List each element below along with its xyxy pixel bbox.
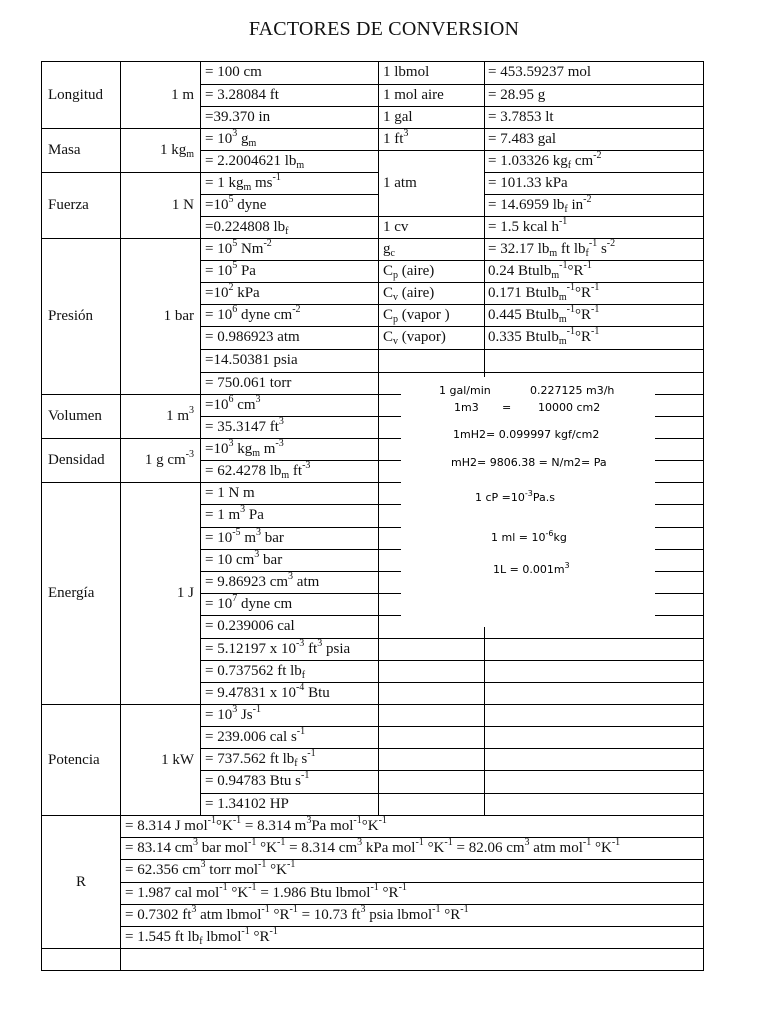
category-4: Volumen — [48, 408, 102, 424]
unit-3: 1 bar — [163, 308, 194, 324]
note-ml: 1 ml = $10^{-6}kg$ — [491, 529, 567, 544]
right-value: = 1.03326 $kg_f$ $cm^{-2}$ — [488, 150, 602, 171]
conversion-value: =14.50381 psia — [205, 352, 298, 368]
group-separator — [41, 482, 200, 483]
table-left-border — [41, 61, 42, 971]
row-line — [378, 793, 703, 794]
conversion-value: =0.224808 $lb_f$ — [205, 219, 289, 237]
unit-4: 1 $m^3$ — [166, 405, 194, 424]
table-bottom-border — [41, 970, 704, 971]
conversion-value: = $10^7$ dyne cm — [205, 593, 293, 612]
gas-constant-row: = 62.356 $cm^3$ torr mol$^{-1}$ $^\circ K^{-1}$ — [125, 859, 296, 878]
conversion-value: = 1 $m^3$ Pa — [205, 504, 264, 523]
right-value: = 32.17 $lb_m$ ft $lb_f^{-1}$ $s^{-2}$ — [488, 238, 616, 259]
right-unit: 1 gal — [383, 109, 413, 125]
right-unit: $C_v$ (aire) — [383, 285, 435, 303]
unit-6: 1 J — [176, 585, 194, 601]
right-unit: 1 lbmol — [383, 64, 430, 80]
unit-0: 1 m — [171, 86, 194, 103]
gas-constant-row: = 83.14 $cm^3$ bar mol$^{-1}$ $^\circ K^{-1} = 8.314$ $cm^3$ kPa mol$^{-1}$ $^\circ K^{-1} = 82.06$ $cm^3$ atm mol$^{-1}$ $^\circ K^{-1}$ — [125, 837, 621, 856]
note-cm2: 10000 cm2 — [538, 401, 601, 414]
category-r: R — [76, 873, 87, 890]
row-line — [378, 682, 703, 683]
row-line — [378, 770, 703, 771]
gas-constant-row: = 1.545 ft $lb_f$ lbmol$^{-1}$ $^\circ R^{-1}$ — [125, 926, 278, 947]
category-7: Potencia — [48, 751, 100, 768]
group-separator — [41, 61, 200, 62]
note-cp: 1 cP $=10^{-3}Pa.s$ — [475, 489, 555, 504]
right-value: = 453.59237 mol — [488, 64, 592, 80]
conversion-value: = 0.239006 cal — [205, 618, 295, 634]
conversion-value: = 10 $cm^3$ bar — [205, 549, 283, 568]
right-unit: 1 cv — [383, 219, 409, 235]
page-title: FACTORES DE CONVERSION — [248, 18, 520, 40]
conversion-value: = 0.737562 ft $lb_f$ — [205, 663, 306, 681]
unit-2: 1 N — [171, 197, 194, 213]
conversion-value: = 1 N m — [205, 485, 255, 501]
note-liter: $1L = 0.001m^3$ — [493, 561, 570, 576]
category-5: Densidad — [48, 452, 105, 468]
conversion-value: = 62.4278 $lb_m$ $ft^{-3}$ — [205, 460, 311, 481]
category-3: Presión — [48, 308, 93, 324]
note-equals: = — [502, 401, 512, 414]
group-separator — [41, 438, 200, 439]
category-1: Masa — [48, 142, 81, 158]
conversion-value: = $10^{-5}$ $m^3$ bar — [205, 527, 284, 546]
right-unit: $C_v$ (vapor) — [383, 329, 446, 347]
group-separator — [41, 394, 200, 395]
conversion-value: $=10^3$ $kg_m$ $m^{-3}$ — [205, 438, 284, 459]
right-unit: $C_p$ (vapor ) — [383, 307, 450, 325]
right-value: = 28.95 g — [488, 87, 546, 103]
right-value: = 3.7853 lt — [488, 109, 554, 125]
conversion-value: = 750.061 torr — [205, 375, 292, 391]
gas-constant-row: = 0.7302 $ft^3$ atm lbmol$^{-1}$ $^\circ R^{-1} = 10.73$ $ft^3$ psia lbmol$^{-1}$ $^\circ R^{-1}$ — [125, 904, 469, 923]
note-gal-min: 1 gal/min — [439, 384, 491, 397]
conversion-value: $=10^2$ kPa — [205, 282, 260, 301]
group-separator — [41, 238, 200, 239]
row-line — [378, 660, 703, 661]
conversion-value: = 1 $kg_m$ $ms^{-1}$ — [205, 172, 281, 193]
table-right-border — [703, 61, 704, 971]
group-separator — [41, 970, 120, 971]
conversion-value: $=10^6$ $cm^3$ — [205, 394, 261, 413]
right-value: = 101.33 kPa — [488, 175, 568, 191]
gas-constant-row: = 1.987 cal mol$^{-1}$ $^\circ K^{-1} = 1.986$ Btu lbmol$^{-1}$ $^\circ R^{-1}$ — [125, 882, 407, 901]
conversion-value: =39.370 in — [205, 109, 271, 125]
row-line — [378, 150, 484, 151]
conversion-value: = $10^6$ dyne $cm^{-2}$ — [205, 304, 301, 323]
conversion-value: = 0.986923 atm — [205, 329, 300, 345]
category-0: Longitud — [48, 86, 103, 103]
right-unit: $g_c$ — [383, 241, 395, 259]
conversion-value: = 9.47831 x $10^{-4}$ Btu — [205, 682, 330, 701]
handwritten-notes-overlay — [401, 377, 655, 627]
conversion-value: = 737.562 ft $lb_f$ $s^{-1}$ — [205, 748, 316, 769]
conversion-value: = 9.86923 $cm^3$ atm — [205, 571, 320, 590]
row-line — [378, 748, 703, 749]
conversion-value: = 239.006 cal $s^{-1}$ — [205, 726, 306, 745]
conversion-value: = $10^3$ $g_m$ — [205, 128, 257, 149]
unit-5: 1 g $cm^{-3}$ — [144, 449, 194, 468]
conversion-value: = 1.34102 HP — [205, 796, 289, 812]
group-separator — [41, 704, 200, 705]
conversion-value: = $10^3$ $Js^{-1}$ — [205, 704, 261, 723]
category-2: Fuerza — [48, 197, 89, 213]
right-unit: 1 $ft^3$ — [383, 128, 409, 147]
conversion-value: $=10^5$ dyne — [205, 194, 267, 213]
conversion-value: = 3.28084 ft — [205, 87, 279, 103]
group-separator — [41, 815, 120, 816]
conversion-value: = $10^5$ Pa — [205, 260, 256, 279]
row-line — [378, 638, 703, 639]
gas-constant-row: = 8.314 J $mol^{-1}^\circ K^{-1} = 8.314$ $m^3Pa$ $mol^{-1}^\circ K^{-1}$ — [125, 815, 387, 834]
right-unit: 1 mol aire — [383, 87, 444, 103]
empty-row-line — [41, 948, 703, 949]
row-line — [378, 704, 703, 705]
right-value: = 7.483 gal — [488, 131, 557, 147]
group-separator — [41, 172, 200, 173]
unit-1: 1 $kg_m$ — [159, 142, 194, 160]
category-6: Energía — [48, 585, 95, 601]
conversion-value: = 2.2004621 $lb_m$ — [205, 153, 305, 171]
conversion-value: = $10^5$ $Nm^{-2}$ — [205, 238, 272, 257]
row-line — [378, 372, 703, 373]
note-m3-h: 0.227125 m3/h — [530, 384, 615, 397]
right-value: = 14.6959 $lb_f$ $in^{-2}$ — [488, 194, 592, 215]
right-value: 0.335 $Btulb_m^{-1}^\circ R^{-1}$ — [488, 326, 600, 347]
right-value: 0.171 $Btulb_m^{-1}^\circ R^{-1}$ — [488, 282, 600, 303]
group-separator — [41, 128, 200, 129]
right-unit: $C_p$ (aire) — [383, 263, 435, 281]
note-mh2-pa: mH2= 9806.38 = N/m2= Pa — [451, 456, 607, 469]
note-mh2-kgf: 1mH2= 0.099997 kgf/cm2 — [453, 428, 600, 441]
conversion-value: = 5.12197 x $10^{-3}$ $ft^3$ psia — [205, 638, 351, 657]
column-divider — [120, 61, 121, 971]
conversion-value: = 0.94783 Btu $s^{-1}$ — [205, 770, 310, 789]
conversion-value: = 35.3147 $ft^3$ — [205, 416, 284, 435]
right-value: 0.24 $Btulb_m^{-1}^\circ R^{-1}$ — [488, 260, 592, 281]
conversion-value: = 100 cm — [205, 64, 262, 80]
unit-7: 1 kW — [161, 751, 194, 768]
right-value: 0.445 $Btulb_m^{-1}^\circ R^{-1}$ — [488, 304, 600, 325]
right-unit: 1 atm — [383, 175, 417, 191]
row-line — [378, 726, 703, 727]
note-1m3: 1m3 — [454, 401, 479, 414]
row-line — [378, 349, 703, 350]
right-value: = 1.5 kcal $h^{-1}$ — [488, 216, 568, 235]
